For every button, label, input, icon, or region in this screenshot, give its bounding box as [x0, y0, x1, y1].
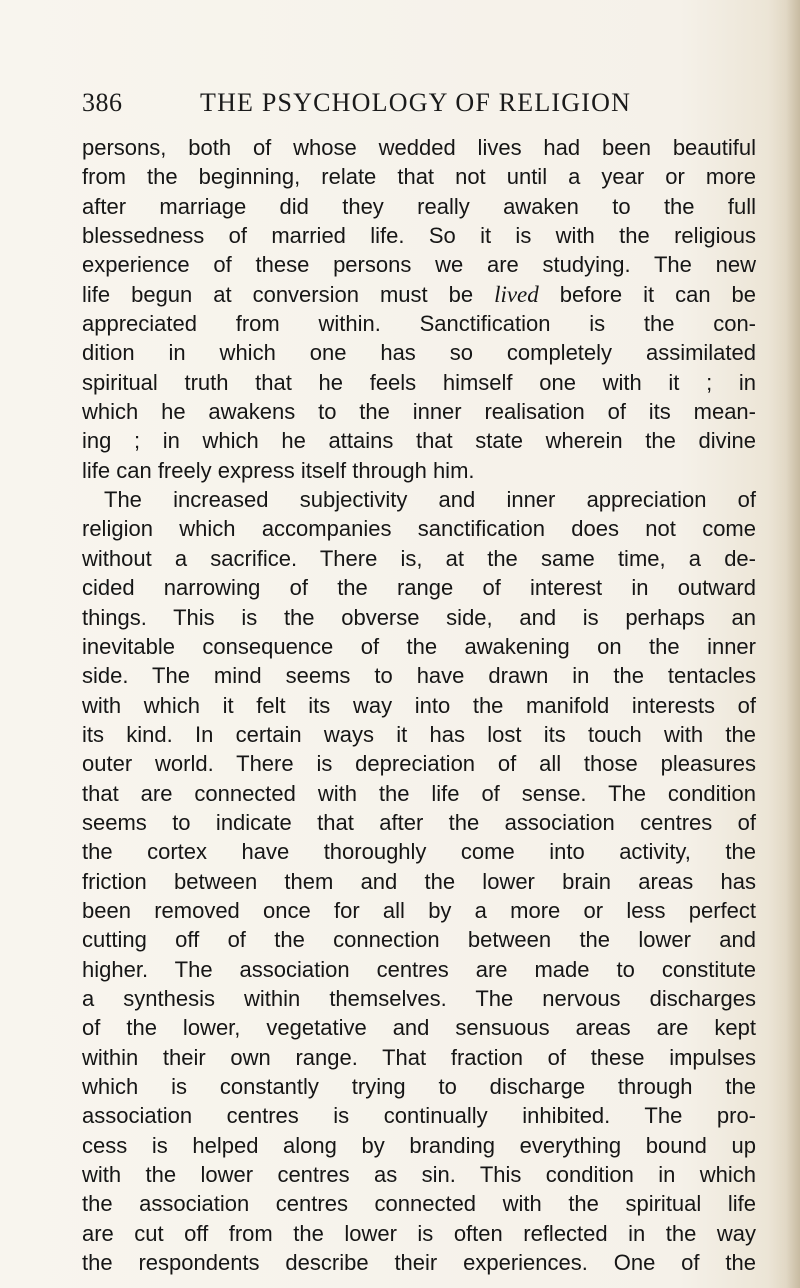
text-line: friction between them and the lower brain areas has	[82, 868, 756, 894]
text-line: dition in which one has so completely assimilated	[82, 340, 756, 366]
text-segment: before it can be	[538, 281, 756, 307]
text-line: appreciated from within. Sanctification is the con-	[82, 311, 756, 337]
text-line: persons, both of whose wedded lives had been beautiful	[82, 135, 756, 160]
text-line: ing ; in which he attains that state wherein the divine	[82, 428, 756, 454]
text-line: without a sacrifice. There is, at the same time, a de-	[82, 545, 756, 571]
page-edge-shadow	[786, 0, 800, 1288]
text-line: with which it felt its way into the manifold interests of	[82, 692, 756, 718]
text-line: outer world. There is depreciation of all those pleasures	[82, 751, 756, 777]
page-number: 386	[82, 88, 123, 117]
text-line: life can freely express itself through him.	[82, 457, 475, 483]
text-line: cided narrowing of the range of interest in outward	[82, 575, 756, 601]
text-line: after marriage did they really awaken to the full	[82, 193, 756, 219]
text-line: association centres is continually inhibited. The pro-	[82, 1103, 756, 1129]
text-line: that are connected with the life of sense. The condition	[82, 780, 756, 806]
text-line	[82, 280, 756, 309]
italic-emphasis: lived	[494, 281, 539, 307]
text-line: a synthesis within themselves. The nervous discharges	[82, 985, 756, 1011]
text-line: from the beginning, relate that not until a year or more	[82, 164, 756, 190]
text-line: religion which accompanies sanctification does not come	[82, 516, 756, 542]
text-line: cess is helped along by branding everything bound up	[82, 1132, 756, 1158]
text-line: higher. The association centres are made to constitute	[82, 956, 756, 982]
text-line: are cut off from the lower is often reflected in the way	[82, 1220, 756, 1246]
text-line: inevitable consequence of the awakening on the inner	[82, 633, 756, 659]
text-line: spiritual truth that he feels himself one with it ; in	[82, 369, 756, 395]
running-head: THE PSYCHOLOGY OF RELIGION	[200, 88, 632, 117]
text-line: The increased subjectivity and inner appreciation of	[104, 487, 756, 513]
text-line: which he awakens to the inner realisation of its mean-	[82, 399, 756, 425]
text-line: the association centres connected with the spiritual life	[82, 1191, 756, 1217]
text-line: which is constantly trying to discharge through the	[82, 1074, 756, 1099]
text-line: within their own range. That fraction of these impulses	[82, 1044, 756, 1070]
text-line: of the lower, vegetative and sensuous areas are kept	[82, 1015, 756, 1041]
text-line: things. This is the obverse side, and is perhaps an	[82, 604, 756, 630]
text-line: been removed once for all by a more or less perfect	[82, 897, 756, 923]
text-line: seems to indicate that after the association centres of	[82, 809, 756, 835]
text-line: the respondents describe their experiences. One of the	[82, 1250, 756, 1276]
text-line: experience of these persons we are studying. The new	[82, 252, 756, 278]
text-line: blessedness of married life. So it is with the religious	[82, 223, 756, 249]
text-line: side. The mind seems to have drawn in the tentacles	[82, 663, 756, 689]
text-line: cutting off of the connection between the lower and	[82, 927, 756, 953]
page-header	[82, 88, 752, 122]
text-line: its kind. In certain ways it has lost its touch with the	[82, 721, 756, 747]
text-line: with the lower centres as sin. This condition in which	[82, 1162, 756, 1188]
text-segment: life begun at conversion must be	[82, 281, 495, 307]
text-line: the cortex have thoroughly come into activity, the	[82, 839, 756, 865]
body-text	[82, 133, 756, 1277]
